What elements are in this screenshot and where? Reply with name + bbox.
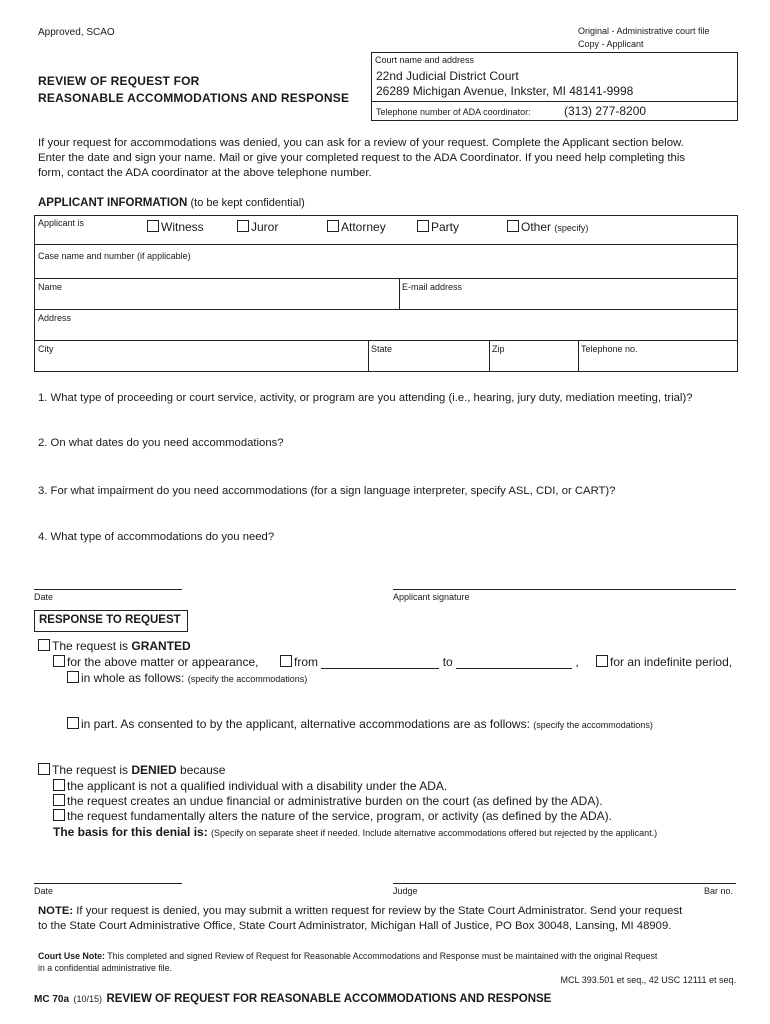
question-4: 4. What type of accommodations do you need? (38, 531, 275, 543)
ada-phone-label: Telephone number of ADA coordinator: (376, 107, 531, 117)
distribution-line-2: Copy - Applicant (578, 39, 644, 49)
indefinite-checkbox[interactable] (596, 655, 608, 667)
zip-label: Zip (492, 344, 505, 354)
ada-phone: (313) 277-8200 (564, 104, 647, 118)
response-heading: RESPONSE TO REQUEST (39, 614, 181, 626)
intro-text (38, 136, 685, 181)
court-name: 22nd Judicial District Court (376, 69, 519, 83)
case-name-label: Case name and number (if applicable) (38, 251, 191, 261)
granted-checkbox[interactable] (38, 639, 50, 651)
statute-citation: MCL 393.501 et seq., 42 USC 12111 et seq. (560, 975, 736, 985)
party-option[interactable]: Party (417, 220, 459, 234)
distribution-line-1: Original - Administrative court file (578, 26, 710, 36)
question-1: 1. What type of proceeding or court service, activity, or program are you attending (i.e., hearing, jury duty, mediation meeting, trial)? (38, 392, 693, 404)
response-date-label: Date (34, 886, 54, 896)
judge-label: Judge (393, 886, 418, 896)
signature-label: Applicant signature (393, 592, 470, 602)
name-label: Name (38, 282, 63, 292)
juror-option[interactable]: Juror (237, 220, 278, 234)
form-date: (10/15) (73, 994, 102, 1004)
juror-checkbox[interactable] (237, 220, 249, 232)
court-use-note: Court Use Note: This completed and signed Review of Request for Reasonable Accommodations and Response must be maintained with the original Request in a confidential administrative file. (38, 951, 658, 973)
attorney-checkbox[interactable] (327, 220, 339, 232)
above-matter-checkbox[interactable] (53, 655, 65, 667)
court-name-label: Court name and address (375, 55, 475, 65)
witness-checkbox[interactable] (147, 220, 159, 232)
from-to-checkbox[interactable] (280, 655, 292, 667)
reason-2-checkbox[interactable] (53, 794, 65, 806)
form-number: MC 70a (34, 994, 70, 1005)
from-date-field[interactable] (321, 657, 439, 669)
intro-line-3: form, contact the ADA coordinator at the above telephone number. (38, 167, 372, 179)
court-info-box (371, 52, 738, 121)
form-title-line-1: REVIEW OF REQUEST FOR (38, 74, 200, 88)
denial-basis: The basis for this denial is: (Specify on separate sheet if needed. Include alternative accommodations offered but rejected by the applicant.) (53, 825, 658, 839)
form-footer (34, 989, 551, 1007)
form-footer-title: REVIEW OF REQUEST FOR REASONABLE ACCOMMODATIONS AND RESPONSE (106, 993, 552, 1005)
bar-number-label: Bar no. (704, 886, 734, 896)
denial-reason-1[interactable]: the applicant is not a qualified individual with a disability under the ADA. (53, 779, 447, 793)
applicant-info-table (34, 215, 738, 372)
response-date-line (34, 883, 182, 884)
attorney-option[interactable]: Attorney (327, 220, 386, 234)
response-heading-box (34, 610, 188, 632)
other-checkbox[interactable] (507, 220, 519, 232)
party-checkbox[interactable] (417, 220, 429, 232)
judge-line (393, 883, 736, 884)
denial-reason-3[interactable]: the request fundamentally alters the nature of the service, program, or activity (as defined by the ADA). (53, 809, 612, 823)
reason-3-checkbox[interactable] (53, 809, 65, 821)
question-2: 2. On what dates do you need accommodations? (38, 437, 284, 449)
applicant-heading: APPLICANT INFORMATION (to be kept confidential) (38, 197, 305, 209)
date-label: Date (34, 592, 54, 602)
signature-line (393, 589, 736, 590)
reason-1-checkbox[interactable] (53, 779, 65, 791)
form-title-line-2: REASONABLE ACCOMMODATIONS AND RESPONSE (38, 91, 350, 105)
date-line (34, 589, 182, 590)
granted-option[interactable]: The request is GRANTED (38, 639, 191, 653)
approval-text: Approved, SCAO (38, 27, 115, 38)
email-label: E-mail address (402, 282, 463, 292)
granted-from-to[interactable]: from to , (280, 655, 579, 669)
intro-line-2: Enter the date and sign your name. Mail or give your completed request to the ADA Coordinator. If you need help completing this (38, 152, 686, 164)
granted-above-matter[interactable]: for the above matter or appearance, (53, 655, 258, 669)
denial-reason-2[interactable]: the request creates an undue financial or administrative burden on the court (as defined by the ADA). (53, 794, 603, 808)
telephone-label: Telephone no. (581, 344, 638, 354)
applicant-is-label: Applicant is (38, 218, 85, 228)
address-label: Address (38, 313, 72, 323)
other-option[interactable]: Other (specify) (507, 220, 588, 234)
whole-checkbox[interactable] (67, 671, 79, 683)
part-checkbox[interactable] (67, 717, 79, 729)
to-date-field[interactable] (456, 657, 572, 669)
granted-whole[interactable]: in whole as follows: (specify the accommodations) (67, 671, 307, 685)
question-3: 3. For what impairment do you need accommodations (for a sign language interpreter, specify ASL, CDI, or CART)? (38, 485, 616, 497)
witness-option[interactable]: Witness (147, 220, 204, 234)
court-address: 26289 Michigan Avenue, Inkster, MI 48141-9998 (376, 84, 634, 98)
denied-checkbox[interactable] (38, 763, 50, 775)
denied-option[interactable]: The request is DENIED because (38, 763, 225, 777)
intro-line-1: If your request for accommodations was denied, you can ask for a review of your request. Complete the Applicant section below. (38, 137, 684, 149)
denial-note: NOTE: If your request is denied, you may submit a written request for review by the State Court Administrator. Send your request to the State Court Administrative Office, State Court Administrator, Michigan Hall of Justice, PO Box 30048, Lansing, MI 48909. (38, 905, 683, 932)
granted-indefinite[interactable]: for an indefinite period, (596, 655, 732, 669)
granted-part[interactable]: in part. As consented to by the applicant, alternative accommodations are as follows: (specify the accommodations) (67, 717, 653, 731)
city-label: City (38, 344, 54, 354)
state-label: State (371, 344, 393, 354)
